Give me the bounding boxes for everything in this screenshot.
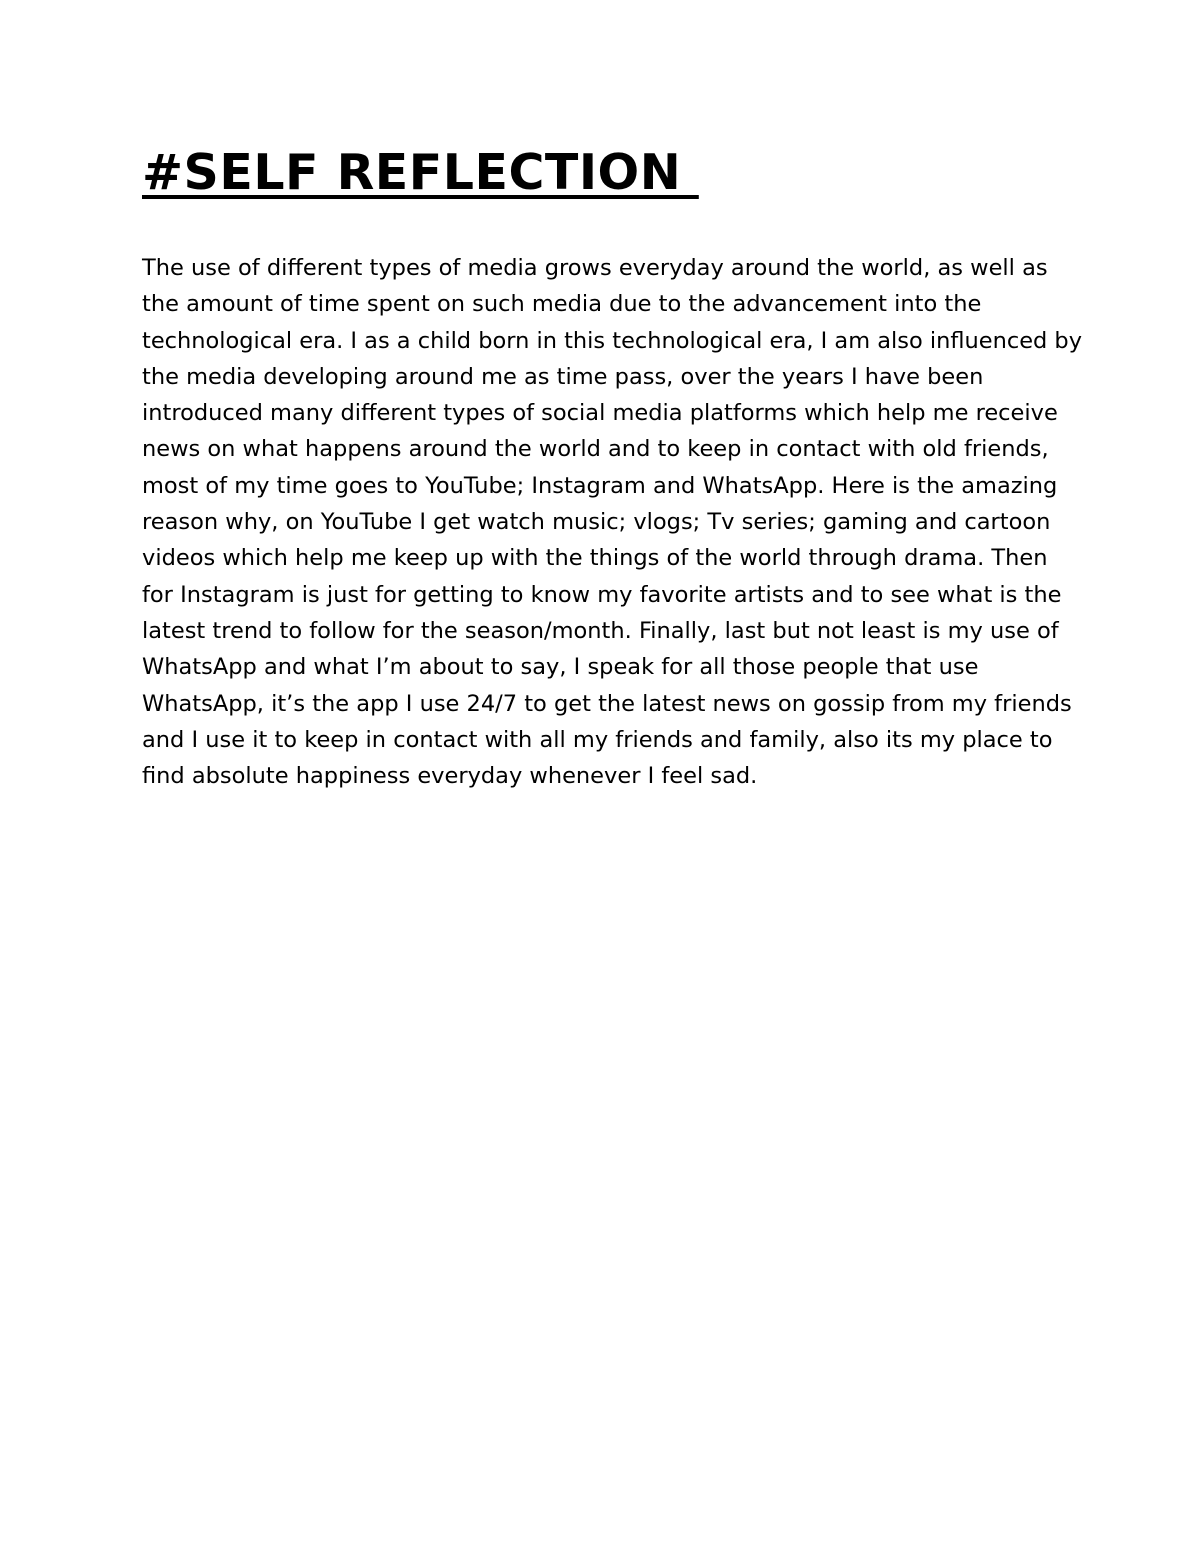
paragraph-line: technological era. I as a child born in this technological era, I am also influenced by [142, 327, 1083, 354]
paragraph-line: The use of different types of media grows everyday around the world, as well as [142, 255, 1048, 281]
paragraph-line: the amount of time spent on such media due to the advancement into the [142, 291, 982, 318]
paragraph-line: news on what happens around the world and to keep in contact with old friends, [142, 436, 1049, 463]
paragraph-line: latest trend to follow for the season/month. Finally, last but not least is my use of [142, 617, 1059, 644]
paragraph-line: WhatsApp and what I’m about to say, I speak for all those people that use [142, 654, 979, 681]
paragraph-line: videos which help me keep up with the things of the world through drama. Then [142, 545, 1048, 572]
paragraph-line: the media developing around me as time pass, over the years I have been [142, 363, 984, 390]
paragraph-line: WhatsApp, it’s the app I use 24/7 to get the latest news on gossip from my friends [142, 690, 1072, 717]
paragraph-line: reason why, on YouTube I get watch music; vlogs; Tv series; gaming and cartoon [142, 509, 1051, 536]
document-title: #SELF REFLECTION [142, 144, 699, 201]
paragraph-line: and I use it to keep in contact with all my friends and family, also its my place to [142, 726, 1053, 753]
paragraph-line: find absolute happiness everyday whenever I feel sad. [142, 763, 758, 790]
paragraph-line: introduced many different types of social media platforms which help me receive [142, 400, 1058, 427]
paragraph-line: for Instagram is just for getting to know my favorite artists and to see what is the [142, 581, 1062, 608]
paragraph-line: most of my time goes to YouTube; Instagram and WhatsApp. Here is the amazing [142, 472, 1058, 499]
reflection-paragraph [142, 250, 1082, 794]
